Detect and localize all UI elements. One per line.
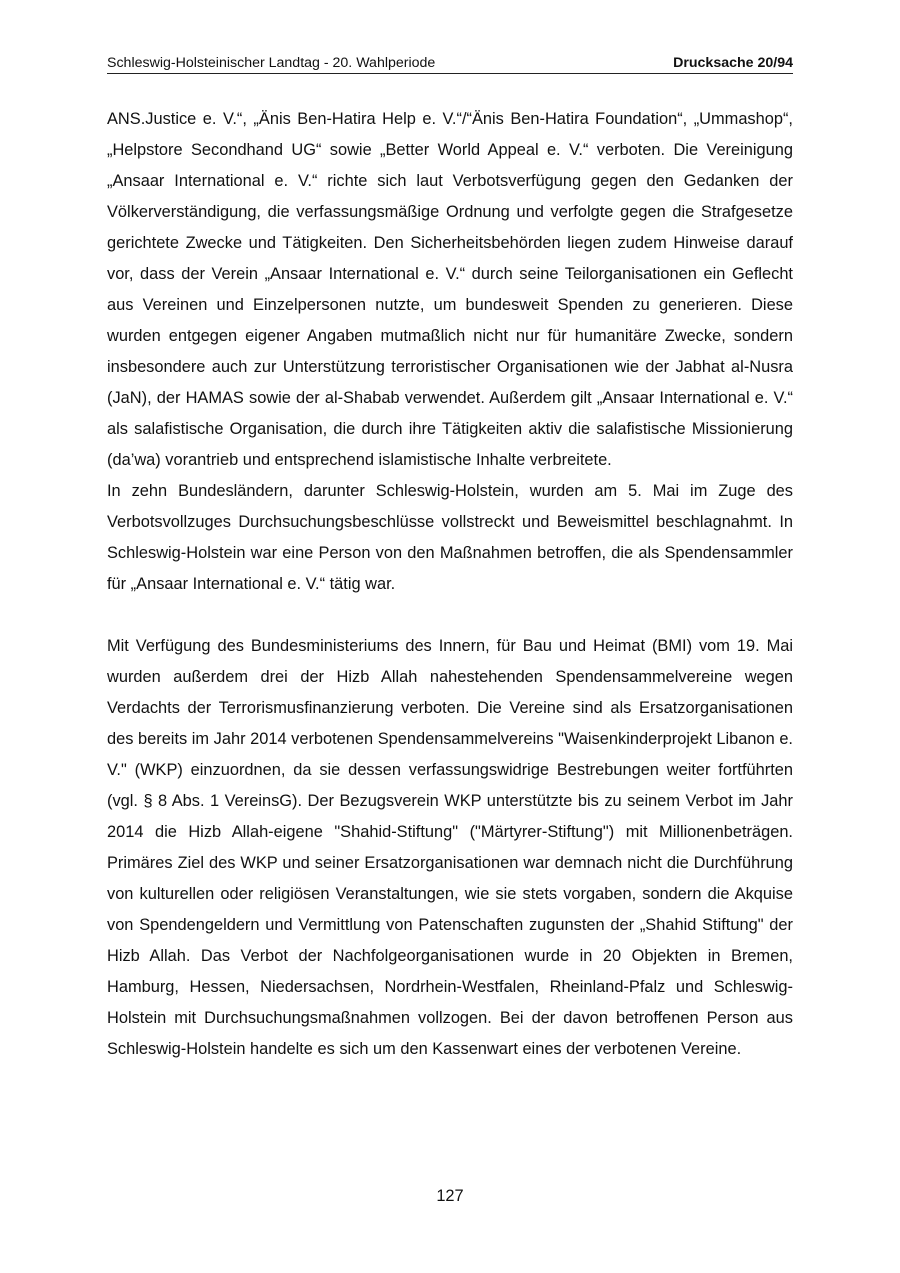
document-body: [107, 104, 793, 1065]
page-number: 127: [436, 1187, 464, 1205]
paragraph-search-operations: In zehn Bundesländern, darunter Schleswig-Holstein, wurden am 5. Mai im Zuge des Verbotsvollzuges Durchsuchungsbeschlüsse vollstreckt und Beweismittel beschlagnahmt. In Schleswig-Holstein war eine Person von den Maßnahmen betroffen, die als Spendensammler für „Ansaar International e. V.“ tätig war.: [107, 482, 793, 593]
paragraph-spacer: [107, 600, 793, 631]
header-parliament-title: Schleswig-Holsteinischer Landtag - 20. Wahlperiode: [107, 55, 436, 71]
header-document-number: Drucksache 20/94: [673, 55, 793, 71]
paragraph-hizb-allah-ban: Mit Verfügung des Bundesministeriums des Innern, für Bau und Heimat (BMI) vom 19. Mai wurden außerdem drei der Hizb Allah nahestehenden Spendensammelvereine wegen Verdachts der Terrorismusfinanzierung verboten. Die Vereine sind als Ersatzorganisationen des bereits im Jahr 2014 verbotenen Spendensammelvereins "Waisenkinderprojekt Libanon e. V." (WKP) einzuordnen, da sie dessen verfassungswidrige Bestrebungen weiter fortführten (vgl. § 8 Abs. 1 VereinsG). Der Bezugsverein WKP unterstützte bis zu seinem Verbot im Jahr 2014 die Hizb Allah-eigene "Shahid-Stiftung" ("Märtyrer-Stiftung") mit Millionenbeträgen. Primäres Ziel des WKP und seiner Ersatzorganisationen war demnach nicht die Durchführung von kulturellen oder religiösen Veranstaltungen, wie sie stets vorgaben, sondern die Akquise von Spendengeldern und Vermittlung von Patenschaften zugunsten der „Shahid Stiftung" der Hizb Allah. Das Verbot der Nachfolgeorganisationen wurde in 20 Objekten in Bremen, Hamburg, Hessen, Niedersachsen, Nordrhein-Westfalen, Rheinland-Pfalz und Schleswig-Holstein mit Durchsuchungsmaßnahmen vollzogen. Bei der davon betroffenen Person aus Schleswig-Holstein handelte es sich um den Kassenwart eines der verbotenen Vereine.: [107, 637, 793, 1058]
paragraph-ansaar-ban: ANS.Justice e. V.“, „Änis Ben-Hatira Help e. V.“/“Änis Ben-Hatira Foundation“, „Ummashop“, „Helpstore Secondhand UG“ sowie „Better World Appeal e. V.“ verboten. Die Vereinigung „Ansaar International e. V.“ richte sich laut Verbotsverfügung gegen den Gedanken der Völkerverständigung, die verfassungsmäßige Ordnung und verfolgte gegen die Strafgesetze gerichtete Zwecke und Tätigkeiten. Den Sicherheitsbehörden liegen zudem Hinweise darauf vor, dass der Verein „Ansaar International e. V.“ durch seine Teilorganisationen ein Geflecht aus Vereinen und Einzelpersonen nutzte, um bundesweit Spenden zu generieren. Diese wurden entgegen eigener Angaben mutmaßlich nicht nur für humanitäre Zwecke, sondern insbesondere auch zur Unterstützung terroristischer Organisationen wie der Jabhat al-Nusra (JaN), der HAMAS sowie der al-Shabab verwendet. Außerdem gilt „Ansaar International e. V.“ als salafistische Organisation, die durch ihre Tätigkeiten aktiv die salafistische Missionierung (da’wa) vorantrieb und entsprechend islamistische Inhalte verbreitete.: [107, 110, 793, 469]
page-header: [107, 53, 793, 74]
